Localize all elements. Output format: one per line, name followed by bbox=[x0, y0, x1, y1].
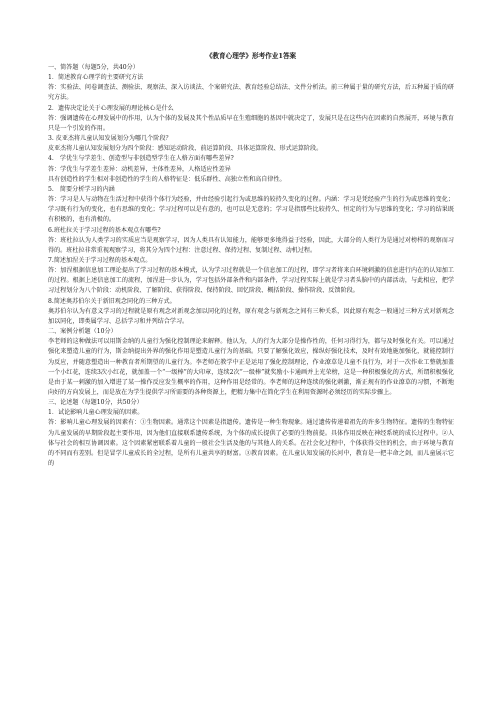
answer-text: 奥苏伯尔认为有意义学习的过程就是原有观念对新观念加以同化的过程，原有观念与新观念之间有三种关系，因此原有观念一般通过三种方式对新观念加以同化，即类属学习、总括学习和并列结合学习。 bbox=[48, 307, 454, 325]
answer-text: 李老师的这种做法可以用斯金纳的儿童行为强化控制理论来解释。他认为，人的行为大部分是操作性的，任何习得行为，都与及时强化有关。可以通过强化来塑造儿童的行为，斯金纳提出外界的强化作用是塑造儿童行为的基础。只要了解强化效应，操纵好强化技术，及时有效地施加强化，就能控制行为反应，并随意塑造出一种教育者所期望的儿童行为。李老师在教学中正是运用了强化控制理论，作业潦草是儿童不良行为，对于一次作业工整就加盖一个小红花，连续3次小红花，就加盖一个“一级棒”的大印章，连续2次“一级棒”就奖励小卡通画并上光荣榜，这是一种积极强化的方式，所谓积极强化是由于某一刺激的加入增进了某一操作反应发生概率的作用，这种作用是经常的。李老师的这种连续的强化刺激，渐正规有的作业潦草的习惯，不断地向好的方向发展上，而是放在为学生提供学习所需要的各种资源上，把精力集中在简化学生在利用资源时必须经历的实际步骤上。 bbox=[48, 338, 454, 396]
answer-text: 答：学习是人与动物在生活过程中获得个体行为经验，并由经验引起行为或思维的较持久变化的过程。内涵：学习是凭经验产生的行为或思维的变化；学习既有行为的变化，也有思维的变化；学习过程可以是有意的，也可以是无意的；学习是指那些比较持久、恒定的行为与思维的变化；学习的结果既有积极的，也有消极的。 bbox=[48, 196, 454, 224]
answer-text: 答：加涅根据信息加工理论提出了学习过程的基本模式，认为学习过程就是一个信息加工的过程，即学习者将来自环境刺激的信息进行内在的认知加工的过程。根据上述信息加工的流程，加涅进一步认为，学习包括外部条件和内部条件，学习过程实际上就是学习者头脑中的内部活动，与此相应，把学习过程划分为八个阶段：动机阶段、了解阶段、获得阶段、保持阶段、回忆阶段、概括阶段、操作阶段、反馈阶段。 bbox=[48, 267, 454, 295]
document-body bbox=[48, 63, 454, 469]
answer-text: 答：实验法、问卷调查法、测验法、观察法、深入访谈法、个案研究法、教育经验总结法、文件分析法。前三种属于量的研究方法，后五种属于质的研究方法。 bbox=[48, 84, 454, 102]
answer-text: 答：影响儿童心理发展的因素有：①生物因素。通常这个因素是指遗传。遗传是一种生物现象。通过遗传传递着祖先的许多生物特征。遗传的生物特征为儿童发展的早期阶段起主要作用，因为他们直接联系遗传系统，为个体的成长提供了必要的生物前提。具体作用反映在神经系统的成长过程中。②人体与社会的相互协调因素。这个因素紧密联系着儿童的一般社会生活及他的与其他人的关系。在社会化过程中，个体获得交往的机会，由于环境与教育的不同而有差别。但是冒学儿童成长的全过程，是所有儿童共享的财富。③教育因素。在儿童认知发展的长河中，教育是一把丰命之剑，而儿童展示它的 bbox=[48, 419, 454, 468]
answer-text: 具有创造性的学生相对非创造性的学生的人格特征是：低乐群性、高独立性和高自律性。 bbox=[48, 175, 286, 183]
answer-text: 答：学优生与学差生差异：动机差异，主体性差异，人格适应性差异 bbox=[48, 165, 231, 173]
question-text: 5. 简要分析学习的内涵 bbox=[48, 185, 115, 193]
answer-text: 答：班杜拉认为人类学习的实质应当是观察学习，因为人类具有认知能力，能够更多地得益于经验，因此，大部分的人类行为是通过对榜样的观察而习得的。班杜拉非常重视观察学习，将其分为四个过程：注意过程、保持过程、复制过程、动机过程。 bbox=[48, 236, 454, 254]
question-text: 6.班杜拉关于学习过程的基本观点有哪些? bbox=[48, 226, 161, 234]
document-title: 《教育心理学》形考作业1答案 bbox=[205, 52, 297, 60]
answer-text: 皮亚杰将儿童认知发展划分为四个阶段：感知运动阶段、前运算阶段、具体运算阶段、形式运算阶段。 bbox=[48, 145, 323, 153]
question-text: 1．试论影响儿童心理发展的因素。 bbox=[48, 409, 144, 417]
question-text: 8.简述奥苏伯尔关于新旧观念同化的三种方式。 bbox=[48, 297, 176, 305]
question-text: 4. 学优生与学差生、创造型与非创造型学生在人格方面有哪些差异? bbox=[48, 155, 234, 163]
question-text: 2．遗传决定论关于心理发展的理论核心是什么 bbox=[48, 104, 174, 112]
answer-text: 答：强调遗传在心理发展中的作用，认为个体的发展及其个性品质早在生殖细胞的基因中就决定了，发展只是在这些内在因素的自然展开，环境与教育只是一个引发的作用。 bbox=[48, 114, 454, 132]
question-text: 1．简述教育心理学的主要研究方法 bbox=[48, 74, 144, 82]
question-text: 3. 皮亚杰将儿童认知发展划分为哪几个阶段？ bbox=[48, 135, 172, 143]
section-heading: 三、论述题（每题10分，共50分） bbox=[48, 399, 143, 407]
section-heading: 一、简答题（每题5分，共40分） bbox=[48, 64, 139, 71]
section-heading: 二、案例分析题（10分） bbox=[48, 328, 117, 336]
question-text: 7.简述加涅关于学习过程的基本观点。 bbox=[48, 256, 152, 264]
